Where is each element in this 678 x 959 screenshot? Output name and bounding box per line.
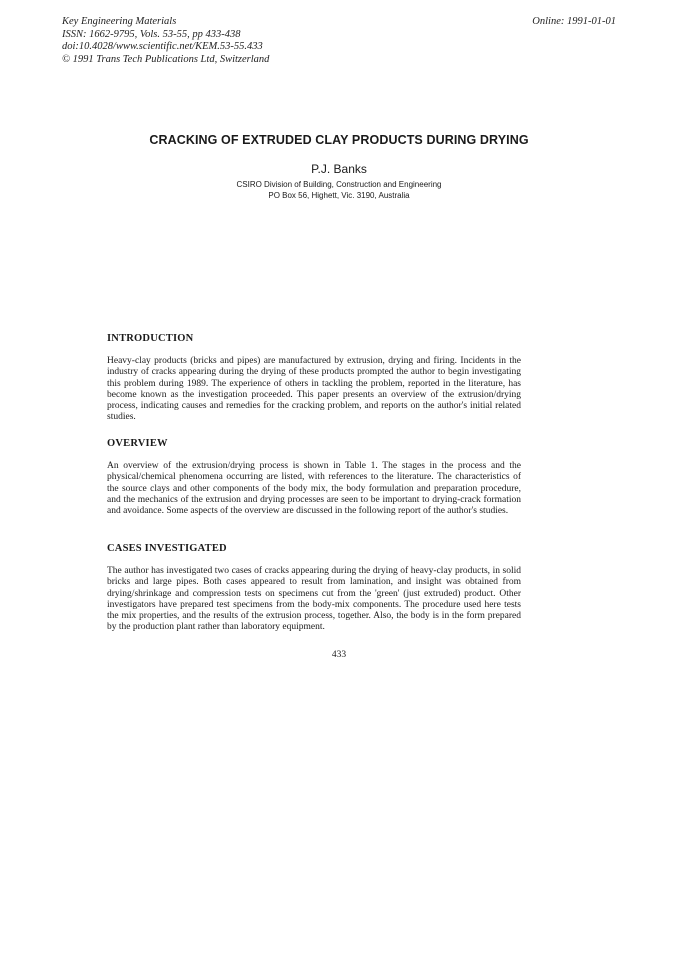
affiliation-line-2: PO Box 56, Highett, Vic. 3190, Australia <box>268 191 410 200</box>
section-heading: OVERVIEW <box>107 438 168 449</box>
section-body: An overview of the extrusion/drying process is shown in Table 1. The stages in the process and the physical/chemical phenomena occurring are listed, with references to the literature. The characteristics of the source clays and other components of the body mix, the body formulation and preparation procedure, and the mechanics of the extrusion and drying processes are seen to be important to drying-crack formation and avoidance. Some aspects of the overview are discussed in the following report of the author's studies. <box>107 461 521 517</box>
section-body: Heavy-clay products (bricks and pipes) are manufactured by extrusion, drying and firing. Incidents in the industry of cracks appearing during the drying of these products prompted the author to begin investigating this problem during 1989. The experience of others in tackling the problem, reported in the literature, has become known as the investigation proceeded. This paper presents an overview of the extrusion/drying process, indicating causes and remedies for the cracking problem, and reports on the author's initial related studies. <box>107 356 521 423</box>
author-name: P.J. Banks <box>311 162 367 176</box>
section-cases-investigated <box>107 543 521 634</box>
online-date: Online: 1991-01-01 <box>532 16 616 27</box>
journal-name: Key Engineering Materials <box>62 16 177 27</box>
paper-title: CRACKING OF EXTRUDED CLAY PRODUCTS DURING DRYING <box>149 133 529 147</box>
section-body: The author has investigated two cases of cracks appearing during the drying of heavy-clay products, in solid bricks and large pipes. Both cases appeared to result from lamination, and insight was obtained from drying/shrinkage and compression tests on specimens cut from the 'green' (just extruded) product. Other investigators have prepared test specimens from the body-mix components. The procedure used here tests the mix properties, and the results of the extrusion process, together. Also, the body is in the form prepared by the production plant rather than laboratory equipment. <box>107 566 521 633</box>
page-number: 433 <box>331 650 347 660</box>
issn-line: ISSN: 1662-9795, Vols. 53-55, pp 433-438 <box>62 28 241 40</box>
journal-header <box>62 16 269 66</box>
section-heading: CASES INVESTIGATED <box>107 543 227 554</box>
section-overview <box>107 438 521 517</box>
copyright-line: © 1991 Trans Tech Publications Ltd, Switzerland <box>62 53 270 65</box>
affiliation <box>0 179 678 201</box>
section-introduction <box>107 333 521 424</box>
affiliation-line-1: CSIRO Division of Building, Construction and Engineering <box>236 180 442 189</box>
doi-link[interactable]: doi:10.4028/www.scientific.net/KEM.53-55.433 <box>62 41 263 52</box>
section-heading: INTRODUCTION <box>107 333 194 344</box>
